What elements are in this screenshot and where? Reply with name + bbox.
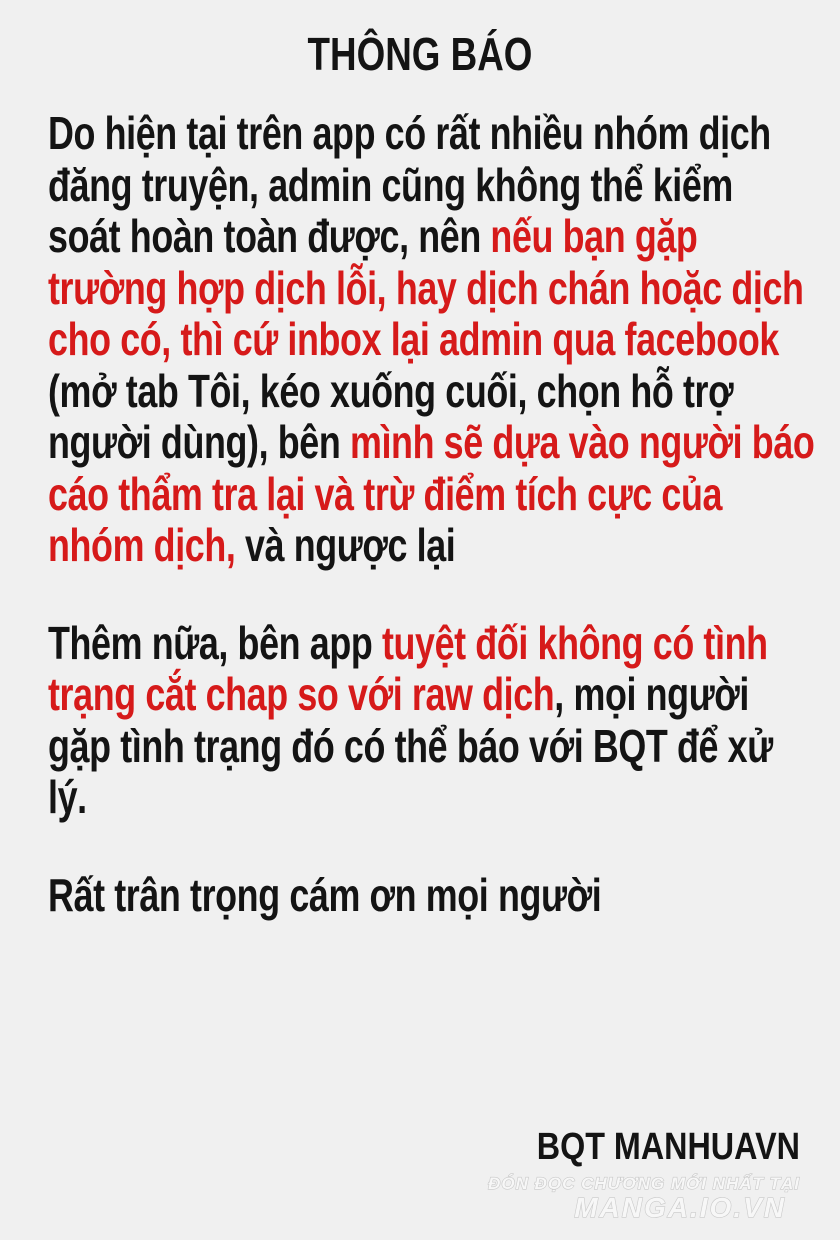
text-run: (mở tab Tôi, kéo xuống cuối, chọn hỗ trợ: [48, 364, 734, 417]
notice-line: [48, 107, 771, 160]
site-watermark: [488, 1174, 800, 1223]
highlighted-text-run: mình sẽ dựa vào người báo: [349, 416, 815, 468]
text-run: Thêm nữa, bên app: [48, 616, 382, 669]
highlighted-text-run: nhóm dịch,: [48, 519, 236, 571]
highlighted-text-run: trường hợp dịch lỗi, hay dịch chán hoặc dịch: [48, 261, 804, 314]
notice-line: [48, 616, 768, 670]
notice-line: [48, 261, 804, 315]
signature-text: BQT MANHUAVN: [536, 1126, 800, 1168]
highlighted-text-run: tuyệt đối không có tình: [381, 616, 768, 669]
notice-line: [48, 719, 773, 773]
text-run: người dùng), bên: [48, 416, 350, 468]
notice-line: [48, 416, 815, 469]
notice-body: [0, 108, 840, 921]
notice-line: [48, 668, 750, 721]
notice-line: [48, 364, 734, 418]
text-run: , mọi người: [554, 668, 750, 720]
text-run: soát hoàn toàn được, nên: [48, 210, 491, 262]
watermark-tagline: ĐÓN ĐỌC CHƯƠNG MỚI NHẤT TẠI: [488, 1174, 800, 1193]
notice-line: [48, 772, 666, 824]
highlighted-text-run: nếu bạn gặp: [490, 210, 698, 262]
paragraph-2: [48, 618, 840, 824]
text-run: lý.: [48, 771, 87, 823]
footer: [488, 1126, 800, 1223]
notice-line: [48, 158, 733, 212]
text-run: gặp tình trạng đó có thể báo với BQT để xử: [48, 719, 773, 772]
notice-line: [48, 870, 666, 922]
notice-line: [48, 520, 666, 572]
notice-line: [48, 210, 698, 263]
highlighted-text-run: cho có, thì cứ inbox lại admin qua facebook: [48, 313, 779, 365]
page-title: THÔNG BÁO: [307, 28, 533, 80]
text-run: Do hiện tại trên app có rất nhiều nhóm dịch: [48, 107, 771, 159]
highlighted-text-run: cáo thẩm tra lại và trừ điểm tích cực của: [48, 467, 723, 520]
notice-line: [48, 313, 779, 366]
text-run: và ngược lại: [235, 519, 456, 571]
notice-line: [48, 467, 723, 521]
text-run: đăng truyện, admin cũng không thể kiểm: [48, 158, 733, 211]
paragraph-3: [48, 870, 840, 922]
highlighted-text-run: trạng cắt chap so với raw dịch: [48, 668, 555, 720]
watermark-site-name: MANGA.IO.VN: [574, 1192, 786, 1223]
text-run: Rất trân trọng cám ơn mọi người: [48, 868, 602, 921]
paragraph-1: [48, 108, 840, 572]
